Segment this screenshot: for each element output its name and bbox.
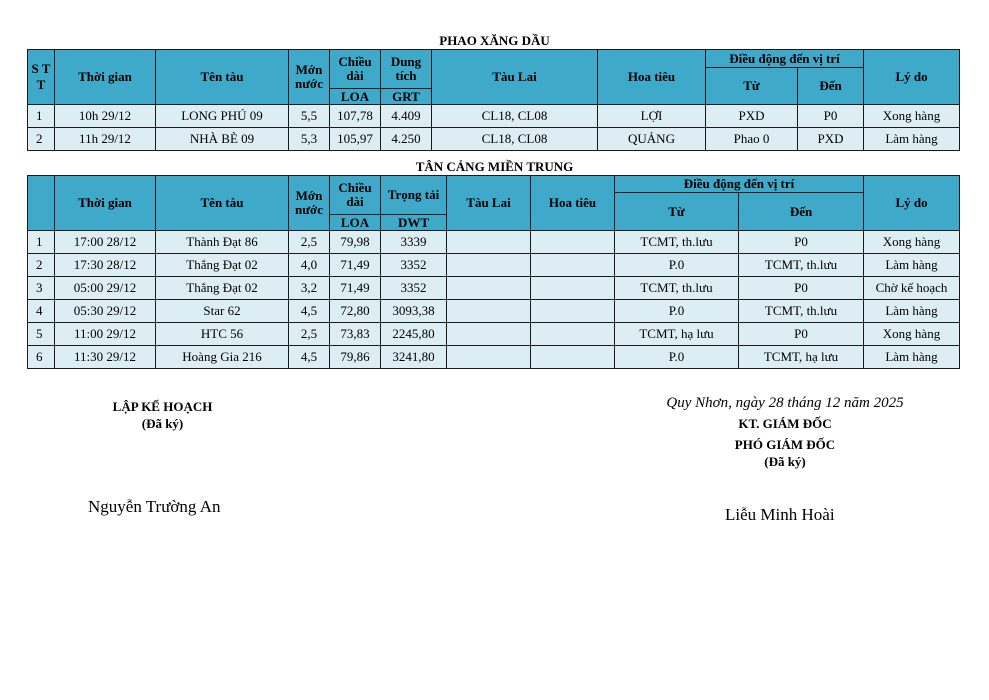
cell-pilot [531, 254, 615, 277]
cell-loa: 79,98 [330, 231, 381, 254]
cell-dwt: 3093,38 [381, 300, 447, 323]
cell-to: PXD [798, 128, 864, 151]
cell-tug [447, 346, 531, 369]
cell-tug [447, 323, 531, 346]
col-tug: Tàu Lai [447, 176, 531, 231]
cell-stt: 3 [28, 277, 55, 300]
cell-tug [447, 254, 531, 277]
col-tug: Tàu Lai [432, 50, 598, 105]
cell-draft: 4,0 [289, 254, 330, 277]
table-row [28, 231, 960, 254]
table-row [28, 277, 960, 300]
cell-pilot [531, 300, 615, 323]
cell-time: 10h 29/12 [55, 105, 156, 128]
section1-title: PHAO XĂNG DẦU [439, 33, 550, 48]
cell-to: P0 [739, 323, 864, 346]
cell-dwt: 3339 [381, 231, 447, 254]
cell-to: P0 [739, 277, 864, 300]
col-length: Chiều dài [330, 50, 381, 89]
buoy-schedule-table [27, 49, 960, 151]
cell-pilot [531, 277, 615, 300]
director-name: Liễu Minh Hoài [725, 505, 835, 524]
col-length: Chiều dài [330, 176, 381, 215]
cell-reason: Xong hàng [864, 105, 960, 128]
planner-role: LẬP KẾ HOẠCH [112, 399, 213, 414]
cell-to: TCMT, th.lưu [739, 300, 864, 323]
cell-pilot: LỢI [598, 105, 706, 128]
cell-tug [447, 231, 531, 254]
col-capacity: Dung tích [381, 50, 432, 89]
cell-pilot [531, 323, 615, 346]
cell-reason: Xong hàng [864, 323, 960, 346]
cell-tug [447, 300, 531, 323]
col-move: Điều động đến vị trí [706, 50, 864, 68]
col-reason: Lý do [864, 176, 960, 231]
col-from: Từ [706, 68, 798, 105]
cell-stt: 2 [28, 128, 55, 151]
cell-draft: 3,2 [289, 277, 330, 300]
cell-draft: 2,5 [289, 323, 330, 346]
cell-loa: 71,49 [330, 277, 381, 300]
table-row [28, 300, 960, 323]
cell-pilot [531, 231, 615, 254]
cell-draft: 5,5 [289, 105, 330, 128]
cell-from: TCMT, hạ lưu [615, 323, 739, 346]
table-row [28, 254, 960, 277]
cell-loa: 71,49 [330, 254, 381, 277]
col-to: Đến [798, 68, 864, 105]
cell-loa: 72,80 [330, 300, 381, 323]
cell-ship: Thắng Đạt 02 [156, 254, 289, 277]
planner-signature-block [80, 398, 245, 432]
cell-time: 05:00 29/12 [55, 277, 156, 300]
cell-time: 17:00 28/12 [55, 231, 156, 254]
cell-stt: 4 [28, 300, 55, 323]
col-pilot: Hoa tiêu [598, 50, 706, 105]
table-row [28, 346, 960, 369]
cell-tug: CL18, CL08 [432, 128, 598, 151]
director-role2: PHÓ GIÁM ĐỐC [734, 437, 836, 452]
cell-to: P0 [798, 105, 864, 128]
cell-tug [447, 277, 531, 300]
cell-draft: 4,5 [289, 346, 330, 369]
place-date: Quy Nhơn, ngày 28 tháng 12 năm 2025 [666, 395, 904, 411]
cell-to: TCMT, hạ lưu [739, 346, 864, 369]
cell-reason: Làm hàng [864, 300, 960, 323]
col-pilot: Hoa tiêu [531, 176, 615, 231]
col-capacity-unit: GRT [381, 89, 432, 105]
cell-time: 17:30 28/12 [55, 254, 156, 277]
cell-stt: 1 [28, 231, 55, 254]
cell-dwt: 2245,80 [381, 323, 447, 346]
cell-draft: 4,5 [289, 300, 330, 323]
planner-signed: (Đã ký) [141, 416, 184, 431]
director-role1: KT. GIÁM ĐỐC [738, 416, 832, 431]
cell-time: 11:30 29/12 [55, 346, 156, 369]
cell-stt: 2 [28, 254, 55, 277]
cell-time: 11h 29/12 [55, 128, 156, 151]
table-row [28, 105, 960, 128]
cell-reason: Làm hàng [864, 346, 960, 369]
cell-ship: LONG PHÚ 09 [156, 105, 289, 128]
cell-ship: Thắng Đạt 02 [156, 277, 289, 300]
cell-stt: 5 [28, 323, 55, 346]
cell-dwt: 3241,80 [381, 346, 447, 369]
cell-reason: Chờ kế hoạch [864, 277, 960, 300]
cell-ship: NHÀ BÈ 09 [156, 128, 289, 151]
table-row [28, 128, 960, 151]
col-move: Điều động đến vị trí [615, 176, 864, 193]
cell-ship: Star 62 [156, 300, 289, 323]
col-draft: Mớn nước [289, 50, 330, 105]
cell-to: TCMT, th.lưu [739, 254, 864, 277]
cell-ship: Hoàng Gia 216 [156, 346, 289, 369]
col-ship: Tên tàu [156, 176, 289, 231]
cell-stt: 6 [28, 346, 55, 369]
col-load-unit: DWT [381, 215, 447, 231]
cell-from: TCMT, th.lưu [615, 231, 739, 254]
cell-time: 05:30 29/12 [55, 300, 156, 323]
cell-dwt: 3352 [381, 254, 447, 277]
cell-from: Phao 0 [706, 128, 798, 151]
col-length-unit: LOA [330, 215, 381, 231]
cell-loa: 73,83 [330, 323, 381, 346]
col-time: Thời gian [55, 50, 156, 105]
table-row [28, 323, 960, 346]
cell-draft: 2,5 [289, 231, 330, 254]
director-signature-block [640, 395, 930, 470]
cell-from: PXD [706, 105, 798, 128]
cell-reason: Xong hàng [864, 231, 960, 254]
cell-pilot: QUẢNG [598, 128, 706, 151]
section2-title: TÂN CẢNG MIỀN TRUNG [415, 159, 574, 174]
cell-loa: 105,97 [330, 128, 381, 151]
cell-to: P0 [739, 231, 864, 254]
col-to: Đến [739, 193, 864, 231]
cell-stt: 1 [28, 105, 55, 128]
col-time: Thời gian [55, 176, 156, 231]
cell-grt: 4.409 [381, 105, 432, 128]
cell-from: P.0 [615, 346, 739, 369]
cell-pilot [531, 346, 615, 369]
cell-from: TCMT, th.lưu [615, 277, 739, 300]
cell-reason: Làm hàng [864, 254, 960, 277]
col-from: Từ [615, 193, 739, 231]
col-stt: S T T [28, 50, 55, 105]
col-length-unit: LOA [330, 89, 381, 105]
cell-loa: 107,78 [330, 105, 381, 128]
cell-ship: Thành Đạt 86 [156, 231, 289, 254]
cell-dwt: 3352 [381, 277, 447, 300]
cell-from: P.0 [615, 300, 739, 323]
cell-ship: HTC 56 [156, 323, 289, 346]
port-schedule-table [27, 175, 960, 369]
planner-name: Nguyễn Trường An [88, 497, 221, 516]
cell-loa: 79,86 [330, 346, 381, 369]
cell-grt: 4.250 [381, 128, 432, 151]
col-ship: Tên tàu [156, 50, 289, 105]
col-load: Trọng tải [381, 176, 447, 215]
director-signed: (Đã ký) [764, 454, 806, 469]
col-draft: Mớn nước [289, 176, 330, 231]
cell-time: 11:00 29/12 [55, 323, 156, 346]
col-reason: Lý do [864, 50, 960, 105]
cell-draft: 5,3 [289, 128, 330, 151]
cell-reason: Làm hàng [864, 128, 960, 151]
cell-from: P.0 [615, 254, 739, 277]
cell-tug: CL18, CL08 [432, 105, 598, 128]
col-stt [28, 176, 55, 231]
